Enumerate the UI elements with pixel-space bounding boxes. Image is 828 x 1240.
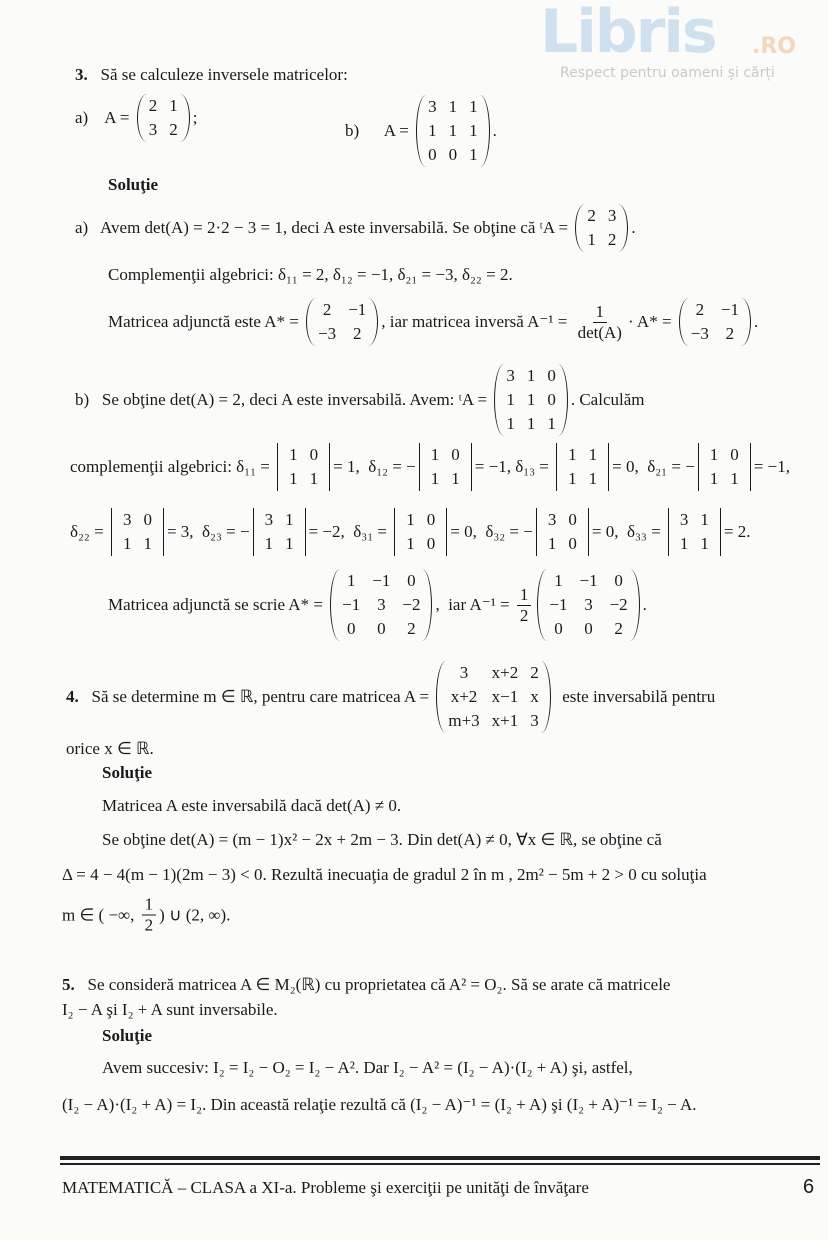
footer-rule bbox=[60, 1156, 820, 1160]
text-line bbox=[75, 94, 197, 142]
matrix-cell: 1 bbox=[448, 121, 458, 140]
matrix-cell: −1 bbox=[549, 595, 568, 614]
matrix-cell: x+2 bbox=[450, 687, 478, 706]
matrix-cell: 0 bbox=[547, 366, 556, 385]
text-run: Se obţine det(A) = (m − 1)x² − 2x + 2m − 3. Din det(A) ≠ 0, ∀x ∈ ℝ, se obţine că bbox=[102, 830, 662, 849]
matrix-cell: 0 bbox=[568, 510, 577, 529]
matrix-cell: 1 bbox=[554, 571, 563, 590]
matrix-cell: 0 bbox=[584, 619, 593, 638]
matrix-cell: 1 bbox=[469, 145, 478, 164]
footer-rule-thin bbox=[60, 1163, 820, 1165]
text-line bbox=[102, 1058, 633, 1078]
matrix-cell: 1 bbox=[346, 571, 356, 590]
text-line bbox=[345, 95, 497, 167]
matrix-cell: 3 bbox=[122, 510, 132, 529]
matrix-cell: 2 bbox=[614, 619, 623, 638]
watermark-logo: Libris bbox=[540, 0, 716, 67]
matrix-cell: 1 bbox=[730, 469, 739, 488]
text-run: . bbox=[642, 595, 647, 614]
text-line bbox=[108, 569, 647, 641]
matrix-cell: 3 bbox=[264, 510, 274, 529]
text-run: b) A = bbox=[345, 121, 414, 140]
text-run: orice x ∈ ℝ. bbox=[66, 739, 154, 758]
matrix-cell: x−1 bbox=[491, 687, 519, 706]
bold-label: Soluţie bbox=[102, 1026, 153, 1045]
text-line bbox=[102, 1026, 152, 1046]
matrix-cell: 3 bbox=[428, 97, 437, 116]
text-run: este inversabilă pentru bbox=[553, 687, 716, 706]
bold-label: Soluţie bbox=[102, 763, 153, 782]
matrix bbox=[330, 569, 432, 641]
footer-title: MATEMATICĂ – CLASA a XI-a. Probleme şi exerciţii pe unităţi de învăţare bbox=[62, 1178, 589, 1197]
text-run: . bbox=[753, 312, 759, 331]
matrix-cell: 0 bbox=[554, 619, 563, 638]
matrix-cell: 2 bbox=[587, 206, 596, 225]
matrix-cell: 1 bbox=[406, 534, 415, 553]
text-run: = 1, δ₁₂ = − bbox=[333, 457, 416, 476]
text-run: , iar A⁻¹ = bbox=[435, 595, 514, 614]
determinant bbox=[111, 508, 164, 556]
text-run: a) A = bbox=[75, 108, 134, 127]
text-run: ) ∪ (2, ∞). bbox=[159, 905, 231, 924]
text-run: Complemenţii algebrici: δ₁₁ = 2, δ₁₂ = −1, δ₂₁ = −3, δ₂₂ = 2. bbox=[108, 265, 513, 284]
matrix-cell: x bbox=[530, 687, 539, 706]
matrix-cell: −2 bbox=[402, 595, 421, 614]
matrix bbox=[537, 569, 639, 641]
matrix-cell: 3 bbox=[506, 366, 515, 385]
matrix-cell: 1 bbox=[143, 534, 152, 553]
determinant bbox=[668, 508, 721, 556]
text-run: complemenţii algebrici: δ₁₁ = bbox=[70, 457, 275, 476]
fraction-denominator: det(A) bbox=[577, 322, 622, 342]
matrix-cell: 1 bbox=[700, 510, 709, 529]
matrix-cell: 1 bbox=[526, 366, 536, 385]
matrix bbox=[306, 298, 378, 346]
matrix-cell: 3 bbox=[377, 595, 386, 614]
watermark-tagline: Respect pentru oameni și cărți bbox=[560, 65, 775, 81]
matrix-cell: −2 bbox=[609, 595, 628, 614]
matrix-cell: 1 bbox=[568, 445, 577, 464]
matrix-cell: 3 bbox=[547, 510, 557, 529]
text-run: Avem succesiv: I₂ = I₂ − O₂ = I₂ − A². Dar I₂ − A² = (I₂ − A)·(I₂ + A) şi, astfel, bbox=[102, 1058, 633, 1077]
matrix-cell: 1 bbox=[547, 534, 557, 553]
matrix bbox=[436, 661, 550, 733]
text-line bbox=[70, 443, 790, 491]
matrix-cell: x+2 bbox=[491, 663, 519, 682]
matrix-cell: 2 bbox=[530, 663, 539, 682]
matrix-cell: 1 bbox=[285, 534, 294, 553]
matrix bbox=[137, 94, 190, 142]
matrix-cell: 0 bbox=[377, 619, 386, 638]
matrix-cell: 2 bbox=[322, 300, 332, 319]
text-run: = 0, δ₂₁ = − bbox=[612, 457, 695, 476]
text-run: . Calculăm bbox=[570, 390, 645, 409]
text-run: Matricea adjunctă este A* = bbox=[108, 312, 304, 331]
matrix-cell: 0 bbox=[614, 571, 623, 590]
matrix-cell: 1 bbox=[506, 390, 515, 409]
matrix bbox=[494, 364, 568, 436]
page-number: 6 bbox=[803, 1176, 815, 1198]
matrix-cell: 3 bbox=[679, 510, 689, 529]
matrix bbox=[679, 298, 751, 346]
matrix-cell: −1 bbox=[342, 595, 361, 614]
matrix-cell: 2 bbox=[407, 619, 416, 638]
matrix-cell: −3 bbox=[318, 324, 337, 343]
matrix-cell: 1 bbox=[469, 121, 478, 140]
text-line bbox=[62, 895, 230, 936]
matrix-cell: 1 bbox=[588, 469, 598, 488]
matrix-cell: 1 bbox=[448, 97, 458, 116]
matrix-cell: 3 bbox=[459, 663, 469, 682]
text-line bbox=[75, 65, 348, 85]
matrix-cell: m+3 bbox=[448, 711, 480, 730]
matrix bbox=[416, 95, 490, 167]
text-run: . bbox=[492, 121, 497, 140]
matrix-cell: 1 bbox=[309, 469, 319, 488]
text-run: Să se determine m ∈ ℝ, pentru care matricea A = bbox=[78, 687, 434, 706]
matrix-cell: 0 bbox=[143, 510, 152, 529]
text-line bbox=[75, 364, 645, 436]
fraction-numerator: 1 bbox=[517, 585, 532, 606]
matrix-cell: 0 bbox=[428, 145, 437, 164]
matrix-cell: 3 bbox=[530, 711, 539, 730]
text-line bbox=[108, 298, 758, 346]
matrix-cell: 0 bbox=[426, 534, 436, 553]
matrix-cell: −1 bbox=[348, 300, 367, 319]
text-run: Matricea adjunctă se scrie A* = bbox=[108, 595, 328, 614]
matrix-cell: −3 bbox=[690, 324, 709, 343]
text-run: = −1, bbox=[753, 457, 790, 476]
matrix-cell: 1 bbox=[285, 510, 294, 529]
determinant bbox=[536, 508, 589, 556]
matrix-cell: 0 bbox=[448, 145, 458, 164]
determinant bbox=[253, 508, 306, 556]
matrix-cell: −1 bbox=[579, 571, 598, 590]
text-line bbox=[70, 508, 751, 556]
matrix-cell: 1 bbox=[587, 230, 596, 249]
determinant bbox=[698, 443, 751, 491]
bold-label: 4. bbox=[66, 687, 79, 706]
matrix-cell: 1 bbox=[169, 96, 178, 115]
fraction bbox=[517, 585, 532, 626]
text-line bbox=[102, 763, 152, 783]
matrix-cell: −1 bbox=[720, 300, 739, 319]
text-line bbox=[108, 175, 158, 195]
text-run: b) Se obţine det(A) = 2, deci A este inversabilă. Avem: ᵗA = bbox=[75, 390, 492, 409]
text-run: = 0, δ₃₂ = − bbox=[450, 522, 533, 541]
watermark-suffix: .RO bbox=[752, 34, 796, 59]
text-run: = −2, δ₃₁ = bbox=[308, 522, 392, 541]
matrix-cell: 0 bbox=[426, 510, 436, 529]
text-run: (I₂ − A)·(I₂ + A) = I₂. Din această relaţie rezultă că (I₂ − A)⁻¹ = (I₂ + A) şi (I₂ + A)⁻¹ = I₂ − A. bbox=[62, 1095, 697, 1114]
fraction bbox=[142, 895, 157, 936]
matrix-cell: 0 bbox=[730, 445, 739, 464]
matrix-cell: 0 bbox=[346, 619, 356, 638]
matrix-cell: 1 bbox=[430, 469, 440, 488]
matrix-cell: 1 bbox=[406, 510, 415, 529]
text-run: δ₂₂ = bbox=[70, 522, 108, 541]
matrix bbox=[575, 204, 628, 252]
matrix-cell: 2 bbox=[725, 324, 735, 343]
matrix-cell: 1 bbox=[588, 445, 598, 464]
matrix-cell: 1 bbox=[679, 534, 689, 553]
determinant bbox=[419, 443, 472, 491]
text-line bbox=[108, 265, 513, 285]
matrix-cell: 1 bbox=[700, 534, 709, 553]
matrix-cell: 0 bbox=[451, 445, 460, 464]
fraction-denominator: 2 bbox=[144, 915, 154, 935]
matrix-cell: 0 bbox=[568, 534, 577, 553]
text-line bbox=[66, 661, 715, 733]
text-line bbox=[62, 1095, 697, 1115]
matrix-cell: 0 bbox=[547, 390, 556, 409]
text-run: . bbox=[631, 218, 636, 237]
bold-label: 5. bbox=[62, 975, 75, 994]
text-run: m ∈ ( −∞, bbox=[62, 905, 139, 924]
matrix-cell: 1 bbox=[264, 534, 274, 553]
matrix-cell: 1 bbox=[709, 469, 719, 488]
matrix-cell: 1 bbox=[428, 121, 437, 140]
determinant bbox=[394, 508, 447, 556]
matrix-cell: 1 bbox=[526, 390, 536, 409]
matrix-cell: 3 bbox=[584, 595, 593, 614]
matrix-cell: 1 bbox=[289, 469, 298, 488]
matrix-cell: −1 bbox=[372, 571, 391, 590]
fraction-denominator: 2 bbox=[519, 605, 529, 625]
text-run: I₂ − A şi I₂ + A sunt inversabile. bbox=[62, 1000, 278, 1019]
bold-label: 3. bbox=[75, 65, 88, 84]
text-run: Se consideră matricea A ∈ M₂(ℝ) cu proprietatea că A² = O₂. Să se arate că matricele bbox=[74, 975, 671, 994]
text-run: Să se calculeze inversele matricelor: bbox=[87, 65, 348, 84]
text-line bbox=[75, 204, 636, 252]
fraction-numerator: 1 bbox=[593, 302, 608, 323]
text-line bbox=[62, 1000, 278, 1020]
matrix-cell: 3 bbox=[607, 206, 617, 225]
text-run: = −1, δ₁₃ = bbox=[474, 457, 554, 476]
matrix-cell: 0 bbox=[407, 571, 416, 590]
text-run: ; bbox=[192, 108, 198, 127]
fraction-numerator: 1 bbox=[142, 895, 157, 916]
matrix-cell: 1 bbox=[430, 445, 440, 464]
determinant bbox=[277, 443, 330, 491]
matrix-cell: 2 bbox=[148, 96, 158, 115]
matrix-cell: x+1 bbox=[491, 711, 519, 730]
text-line bbox=[62, 865, 707, 885]
text-line bbox=[66, 739, 154, 759]
text-line bbox=[102, 796, 401, 816]
matrix-cell: 2 bbox=[607, 230, 617, 249]
matrix-cell: 1 bbox=[506, 414, 515, 433]
text-run: = 3, δ₂₃ = − bbox=[166, 522, 250, 541]
matrix-cell: 2 bbox=[169, 120, 178, 139]
matrix-cell: 1 bbox=[451, 469, 460, 488]
text-line bbox=[102, 830, 662, 850]
fraction bbox=[575, 302, 625, 343]
matrix-cell: 1 bbox=[709, 445, 719, 464]
text-run: Matricea A este inversabilă dacă det(A) ≠ 0. bbox=[102, 796, 402, 815]
matrix-cell: 1 bbox=[469, 97, 478, 116]
text-run: , iar matricea inversă A⁻¹ = bbox=[381, 312, 572, 331]
determinant bbox=[556, 443, 609, 491]
matrix-cell: 2 bbox=[695, 300, 705, 319]
bold-label: Soluţie bbox=[108, 175, 159, 194]
text-run: = 0, δ₃₃ = bbox=[591, 522, 665, 541]
matrix-cell: 1 bbox=[289, 445, 298, 464]
matrix-cell: 1 bbox=[568, 469, 577, 488]
text-run: · A* = bbox=[627, 312, 676, 331]
matrix-cell: 1 bbox=[526, 414, 536, 433]
matrix-cell: 2 bbox=[352, 324, 362, 343]
matrix-cell: 0 bbox=[309, 445, 319, 464]
matrix-cell: 3 bbox=[148, 120, 158, 139]
matrix-cell: 1 bbox=[547, 414, 556, 433]
text-run: = 2. bbox=[723, 522, 751, 541]
matrix-cell: 1 bbox=[122, 534, 132, 553]
text-run: Δ = 4 − 4(m − 1)(2m − 3) < 0. Rezultă inecuaţia de gradul 2 în m , 2m² − 5m + 2 > 0 cu soluţia bbox=[62, 865, 707, 884]
text-run: a) Avem det(A) = 2·2 − 3 = 1, deci A este inversabilă. Se obţine că ᵗA = bbox=[75, 218, 573, 237]
text-line bbox=[62, 975, 670, 995]
